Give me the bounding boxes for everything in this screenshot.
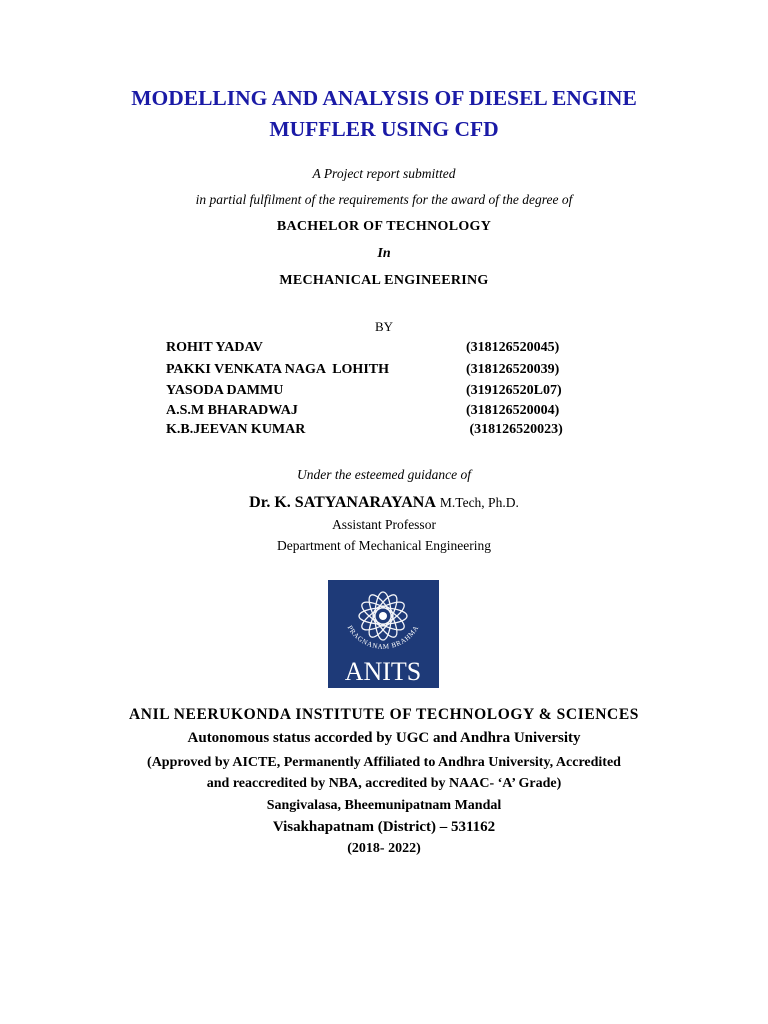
anits-logo-graphic (328, 580, 439, 688)
degree-name: BACHELOR OF TECHNOLOGY (276, 219, 492, 234)
guide-name-line (0, 494, 768, 512)
guide-qualification: M.Tech, Ph.D. (439, 495, 519, 510)
institute-status: Autonomous status accorded by UGC and Andhra University (187, 730, 581, 746)
institute-approval-line-2: and reaccredited by NBA, accredited by NAAC- ‘A’ Grade) (206, 776, 562, 791)
by-label: BY (374, 319, 394, 334)
guidance-intro: Under the esteemed guidance of (297, 467, 471, 482)
student-row (0, 422, 768, 441)
logo-motto: PRAGNANAM BRAHMA (345, 623, 421, 651)
student-roll-number: (318126520039) (466, 362, 560, 377)
academic-years: (2018- 2022) (347, 841, 421, 856)
student-roll-number: (318126520004) (466, 403, 560, 418)
degree-connector: In (377, 246, 391, 261)
student-name: PAKKI VENKATA NAGA LOHITH (166, 362, 389, 377)
institute-approval-line-1: (Approved by AICTE, Permanently Affiliated to Andhra University, Accredited (147, 755, 621, 770)
report-title-line-2: MUFFLER USING CFD (269, 117, 499, 141)
logo-text: ANITS (344, 657, 422, 686)
student-row (0, 383, 768, 402)
guide-name: Dr. K. SATYANARAYANA (249, 494, 436, 511)
degree-branch: MECHANICAL ENGINEERING (279, 273, 489, 288)
institute-address-line-2: Visakhapatnam (District) – 531162 (272, 819, 496, 835)
submission-statement-line-1: A Project report submitted (312, 166, 456, 181)
student-name: ROHIT YADAV (166, 340, 263, 355)
guide-department: Department of Mechanical Engineering (276, 538, 492, 553)
student-row (0, 403, 768, 422)
guide-designation: Assistant Professor (332, 517, 436, 532)
submission-statement-line-2: in partial fulfilment of the requirements for the award of the degree of (195, 192, 573, 207)
student-row (0, 340, 768, 359)
student-name: K.B.JEEVAN KUMAR (166, 422, 306, 437)
student-name: A.S.M BHARADWAJ (166, 403, 298, 418)
student-roll-number: (318126520045) (466, 340, 560, 355)
institute-address-line-1: Sangivalasa, Bheemunipatnam Mandal (266, 798, 502, 813)
anits-logo-icon (328, 580, 439, 688)
institute-name: ANIL NEERUKONDA INSTITUTE OF TECHNOLOGY & SCIENCES (128, 706, 640, 723)
student-roll-number: (319126520L07) (466, 383, 562, 398)
student-row (0, 362, 768, 381)
student-name: YASODA DAMMU (166, 383, 284, 398)
report-title-line-1: MODELLING AND ANALYSIS OF DIESEL ENGINE (131, 86, 637, 110)
student-roll-number: (318126520023) (466, 422, 563, 437)
